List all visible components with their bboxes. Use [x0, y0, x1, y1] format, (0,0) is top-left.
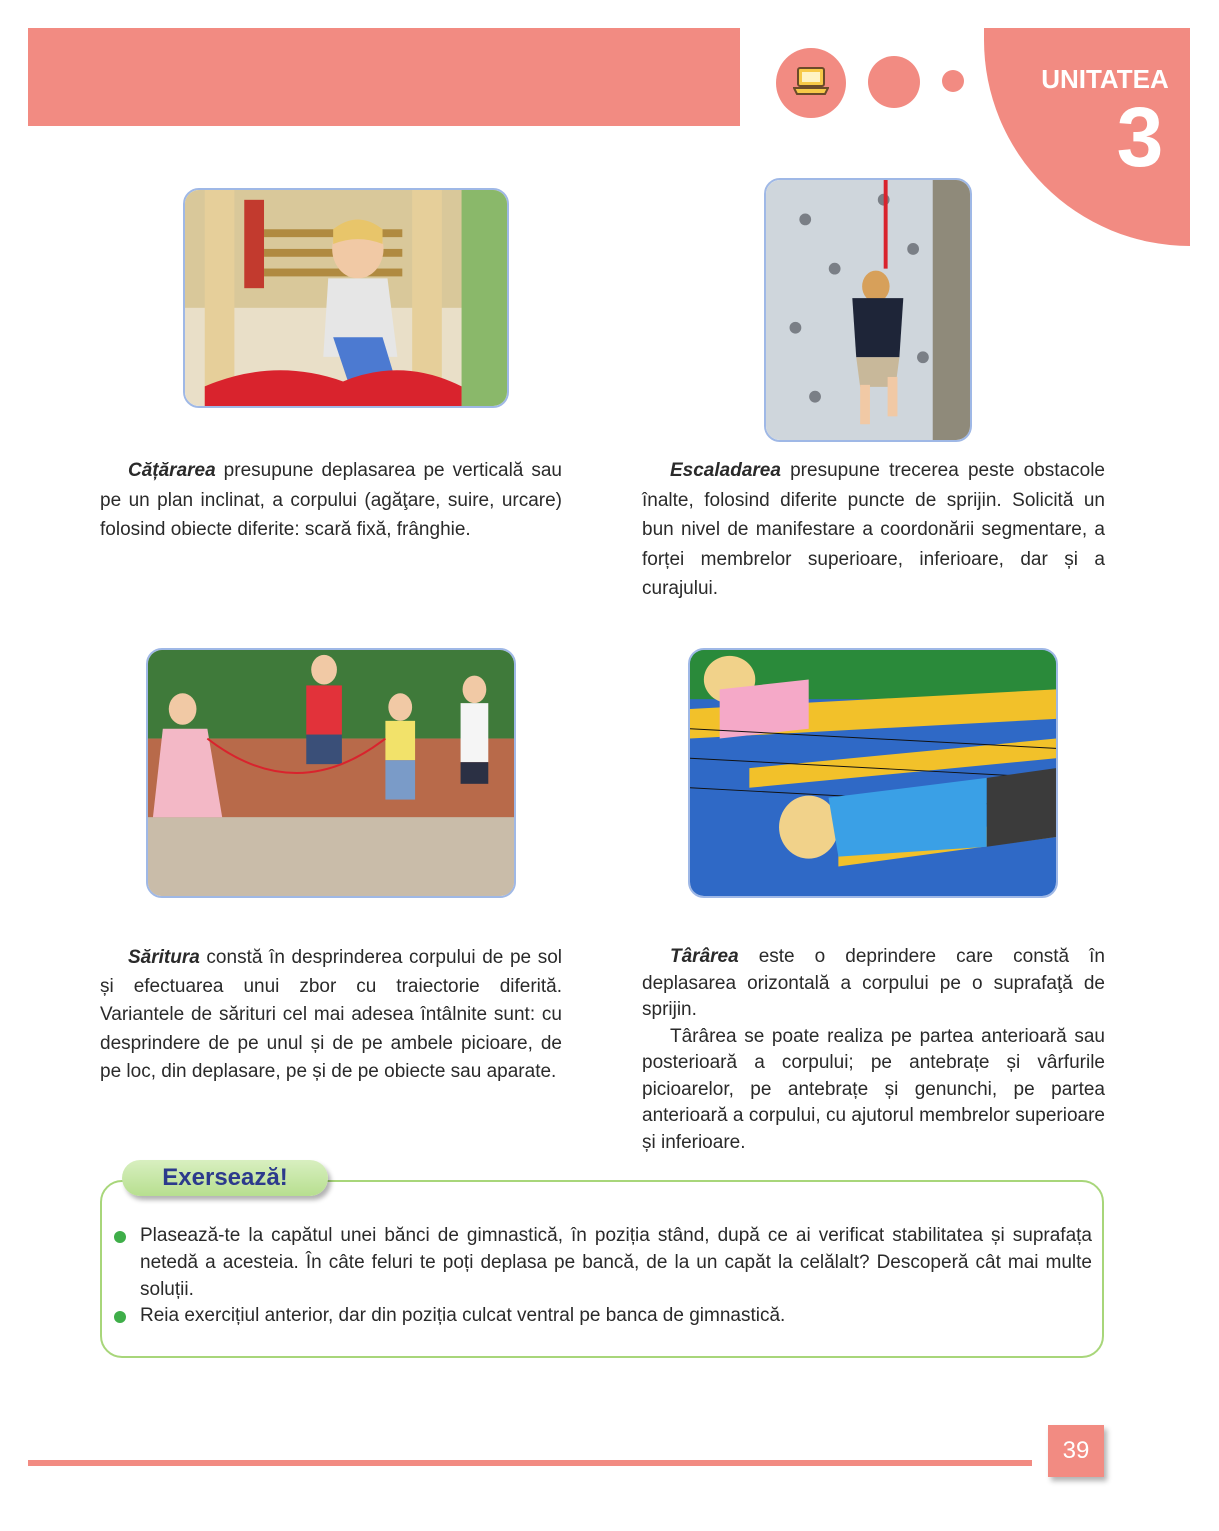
bullet-icon — [114, 1311, 126, 1323]
section-catararea — [100, 456, 562, 545]
text-tararea: este o deprindere care constă în deplasarea orizontală a corpului pe o suprafaţă de sprijin. — [642, 946, 1105, 1020]
term-catararea: Cățărarea — [128, 460, 216, 481]
term-saritura: Săritura — [128, 947, 200, 968]
header-icon-circle — [776, 48, 846, 118]
exercise-item: Plasează-te la capătul unei bănci de gimnastică, în poziția stând, după ce ai verificat stabilitatea și suprafața netedă a acesteia. În câte feluri te poți deplasa pe bancă, de la un capăt la celălalt? Descoperă cât mai multe soluții. — [140, 1225, 1092, 1300]
text-tararea-2: Târârea se poate realiza pe partea anterioară sau posterioară a corpului; pe antebrațe și vârfurile picioarelor, pe antebrațe și genunchi, pe partea anterioară a corpului, cu ajutorul membrelor superioare și inferioare. — [642, 1025, 1105, 1153]
photo-escaladarea — [764, 178, 972, 442]
laptop-icon — [793, 66, 829, 101]
header-dot-small — [942, 70, 964, 92]
term-tararea: Târârea — [670, 946, 739, 967]
text-catararea: presupune deplasarea pe verticală sau pe un plan inclinat, a corpului (agăţare, suire, urcare) folosind obiecte diferite: scară fixă, frânghie. — [100, 460, 562, 540]
term-escaladarea: Escaladarea — [670, 460, 781, 481]
exercise-title: Exersează! — [122, 1160, 328, 1196]
section-escaladarea — [642, 456, 1105, 604]
text-escaladarea: presupune trecerea peste obstacole înalte, folosind diferite puncte de sprijin. Solicită un bun nivel de manifestare a coordonării segmentare, a forței membrelor superioare, inferioare, dar și a curajului. — [642, 460, 1105, 599]
unit-label: UNITATEA — [1041, 64, 1169, 94]
header-dot — [868, 56, 920, 108]
unit-number: 3 — [1116, 90, 1164, 184]
section-saritura — [100, 944, 562, 1087]
photo-catararea — [183, 188, 509, 408]
photo-tararea — [688, 648, 1058, 898]
page-number: 39 — [1048, 1425, 1104, 1477]
photo-saritura — [146, 648, 516, 898]
exercise-item: Reia exercițiul anterior, dar din poziția culcat ventral pe banca de gimnastică. — [140, 1305, 786, 1326]
footer-line — [28, 1460, 1032, 1466]
header-band — [28, 28, 740, 126]
bullet-icon — [114, 1231, 126, 1243]
section-tararea — [642, 944, 1105, 1156]
text-saritura: constă în desprinderea corpului de pe sol și efectuarea unui zbor cu traiectorie diferită. Variantele de sărituri cel mai adesea întâlnite sunt: cu desprindere de pe unul și de pe ambele picioare, de pe loc, din deplasare, pe și de pe obiecte sau aparate. — [100, 947, 562, 1082]
